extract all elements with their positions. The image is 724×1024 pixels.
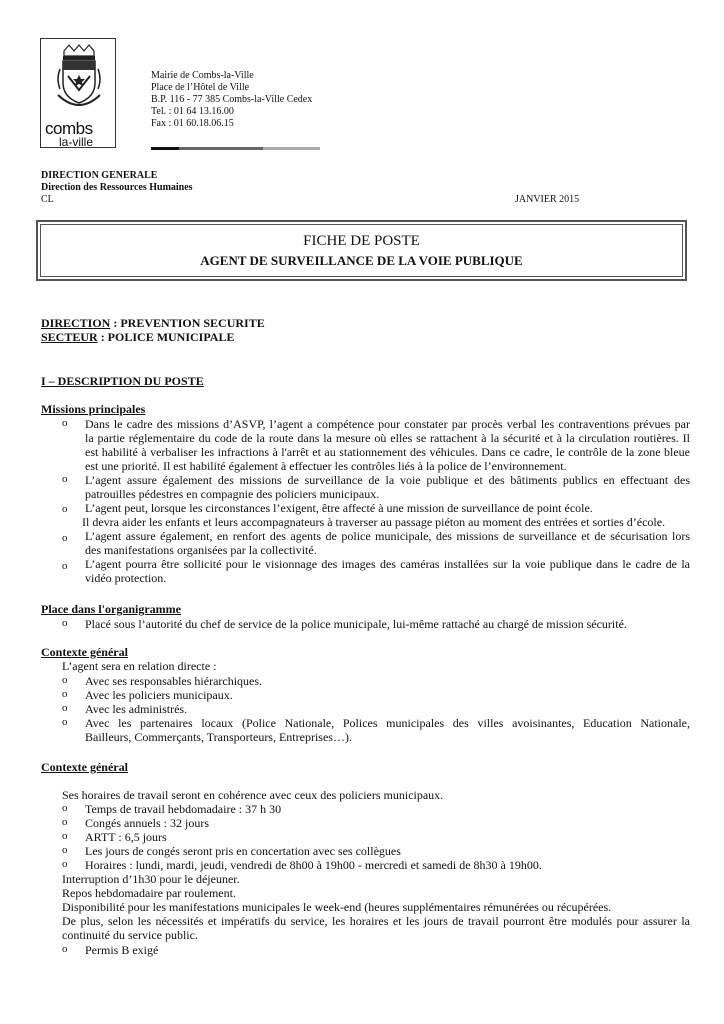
sector-label: SECTEUR xyxy=(41,330,98,344)
list-item: L’agent assure également des missions de surveillance de la voie publique et des bâtiments publics en effectuant des xyxy=(85,473,690,487)
list-item: ARTT : 6,5 jours xyxy=(85,830,167,844)
bullet: o xyxy=(62,674,68,686)
note-line: Interruption d’1h30 pour le déjeuner. xyxy=(62,872,240,886)
bullet: o xyxy=(62,943,68,955)
bullet: o xyxy=(62,417,68,429)
job-title: AGENT DE SURVEILLANCE DE LA VOIE PUBLIQUE xyxy=(200,253,523,268)
address-block xyxy=(151,70,312,130)
note-line: Disponibilité pour les manifestations municipales le week-end (heures supplémentaires rémunérées ou récupérées. xyxy=(62,900,612,914)
bullet: o xyxy=(62,688,68,700)
divider-bar-light xyxy=(263,147,320,150)
list-item: des manifestations organisées par la collectivité. xyxy=(85,543,317,557)
section-heading: I – DESCRIPTION DU POSTE xyxy=(41,374,204,388)
list-item: la partie réglementaire du code de la route dans la mesure où elles se rattachent à la sécurité et à la circulation routières. Il xyxy=(85,431,690,445)
list-item: vidéo protection. xyxy=(85,571,167,585)
divider-bar-dark xyxy=(151,147,179,150)
document-date: JANVIER 2015 xyxy=(515,194,580,205)
bullet: o xyxy=(62,503,68,515)
list-item: L’agent peut, lorsque les circonstances l’exigent, être affecté à une mission de surveillance de point école. xyxy=(85,501,593,515)
context-heading: Contexte général xyxy=(41,645,128,659)
bullet: o xyxy=(62,816,68,828)
direction-info xyxy=(41,316,265,344)
missions-heading: Missions principales xyxy=(41,402,146,416)
direction-name: DIRECTION GENERALE xyxy=(41,170,158,181)
hours-intro: Ses horaires de travail seront en cohérence avec ceux des policiers municipaux. xyxy=(62,788,444,802)
direction-value: : PREVENTION SECURITE xyxy=(110,316,265,330)
logo-word-2: la-ville xyxy=(59,135,94,149)
address-line: Fax : 01 60.18.06.15 xyxy=(151,118,234,129)
list-item: est une priorité. Il est habilité également à effectuer les contrôles liés à la police de l’environnement. xyxy=(85,459,567,473)
sector-value: : POLICE MUNICIPALE xyxy=(97,330,235,344)
address-line: B.P. 116 - 77 385 Combs-la-Ville Cedex xyxy=(151,94,313,105)
list-item: Horaires : lundi, mardi, jeudi, vendredi de 8h00 à 19h00 - mercredi et samedi de 8h30 à 19h00. xyxy=(85,858,542,872)
address-line: Tel. : 01 64 13.16.00 xyxy=(151,106,234,117)
context-intro: L’agent sera en relation directe : xyxy=(62,659,217,673)
organigramme-heading: Place dans l'organigramme xyxy=(41,602,181,616)
bullet: o xyxy=(62,830,68,842)
logo-word-1: combs xyxy=(45,119,93,138)
document-title: FICHE DE POSTE xyxy=(303,233,420,249)
missions-list xyxy=(82,417,690,585)
list-item: est habilité à verbaliser les infractions à l'arrêt et au stationnement des véhicules. Dans ce cadre, le contrôle de la zone bleue xyxy=(85,445,690,459)
list-item: patrouilles pédestres en compagnie des policiers municipaux. xyxy=(85,487,380,501)
list-item: L’agent assure également, en renfort des agents de police municipale, des missions de surveillance et de sécurisation lors xyxy=(85,529,690,543)
bullet: o xyxy=(62,702,68,714)
divider-bar-mid xyxy=(179,147,263,150)
list-item: Il devra aider les enfants et leurs accompagnateurs à traverser au passage piéton au moment des entrées et sorties d’école. xyxy=(82,515,666,529)
address-line: Place de l’Hôtel de Ville xyxy=(151,82,250,93)
list-item: Congés annuels : 32 jours xyxy=(85,816,209,830)
list-item: Temps de travail hebdomadaire : 37 h 30 xyxy=(85,802,282,816)
initials: CL xyxy=(41,194,54,205)
bullet: o xyxy=(62,858,68,870)
bullet: o xyxy=(62,844,68,856)
hours-list xyxy=(85,802,542,872)
note-line: De plus, selon les nécessités et impératifs du service, les horaires et les jours de travail pourront être modulés pour assurer la xyxy=(62,914,690,928)
list-item: Avec ses responsables hiérarchiques. xyxy=(85,674,263,688)
list-item: Avec les policiers municipaux. xyxy=(85,688,233,702)
license-requirement: Permis B exigé xyxy=(85,943,159,957)
bullet: o xyxy=(62,802,68,814)
list-item: Dans le cadre des missions d’ASVP, l’agent a compétence pour constater par procès verbal les contraventions prévues par xyxy=(85,417,690,431)
bullet: o xyxy=(62,560,68,572)
organigramme-text: Placé sous l’autorité du chef de service de la police municipale, lui-même rattaché au chargé de mission sécurité. xyxy=(85,617,627,631)
address-line: Mairie de Combs-la-Ville xyxy=(151,70,254,81)
list-item: Les jours de congés seront pris en concertation avec ses collègues xyxy=(85,844,401,858)
coat-of-arms-icon xyxy=(54,43,104,117)
bullet: o xyxy=(62,617,68,629)
bullet: o xyxy=(62,532,68,544)
list-item: Avec les partenaires locaux (Police Nationale, Polices municipales des villes avoisinantes, Education Nationale, xyxy=(85,716,690,730)
department-header xyxy=(41,170,193,206)
sub-direction-name: Direction des Ressources Humaines xyxy=(41,182,193,193)
bullet: o xyxy=(62,716,68,728)
title-box xyxy=(36,220,687,281)
direction-label: DIRECTION xyxy=(41,316,111,330)
list-item: Bailleurs, Commerçants, Transporteurs, Entreprises…). xyxy=(85,730,352,744)
list-item: L’agent pourra être sollicité pour le visionnage des images des caméras installées sur la voie publique dans le cadre de la xyxy=(85,557,690,571)
context-list xyxy=(85,674,690,744)
bullet: o xyxy=(62,473,68,485)
note-line: continuité du service public. xyxy=(62,928,198,942)
city-logo xyxy=(40,38,116,148)
list-item: Avec les administrés. xyxy=(85,702,188,716)
hours-notes xyxy=(62,872,690,942)
note-line: Repos hebdomadaire par roulement. xyxy=(62,886,236,900)
context-heading-2: Contexte général xyxy=(41,760,128,774)
